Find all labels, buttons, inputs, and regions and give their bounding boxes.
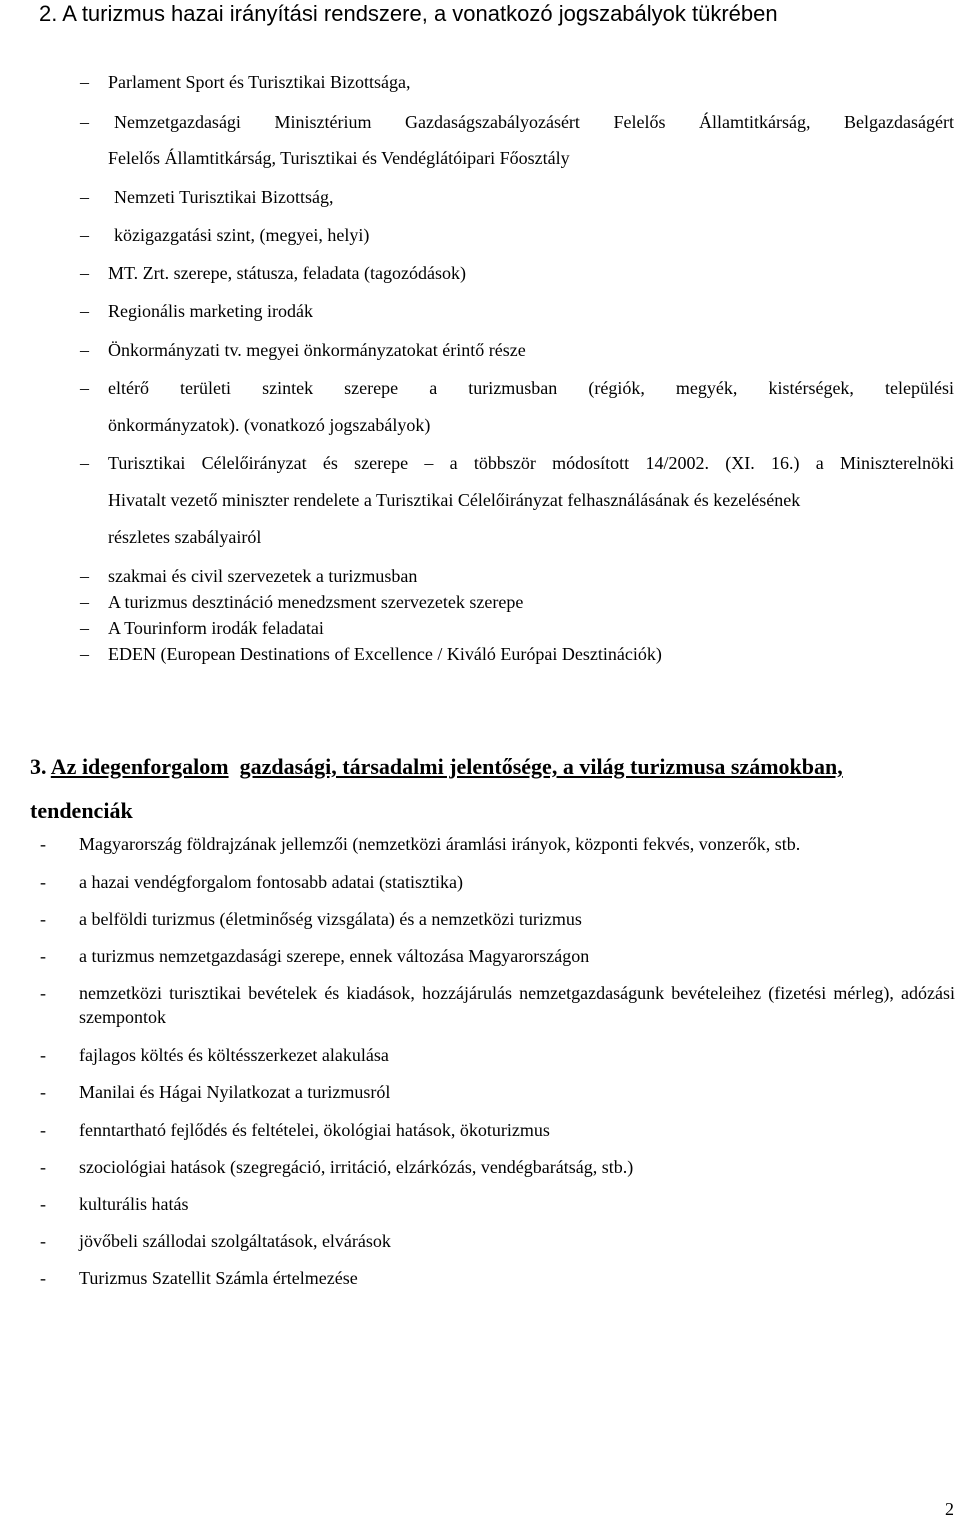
- list-item: - jövőbeli szállodai szolgáltatások, elvárások: [40, 1231, 391, 1251]
- dash-bullet: –: [80, 340, 89, 360]
- list-item: - nemzetközi turisztikai bevételek és kiadások, hozzájárulás nemzetgazdaságunk bevételeihez (fizetési mérleg), adózási szempontok: [40, 983, 955, 1027]
- list-item: - Magyarország földrajzának jellemzői (nemzetközi áramlási irányok, központi fekvés, vonzerők, stb.: [40, 834, 801, 854]
- dash-bullet: –: [80, 263, 89, 283]
- section-2-heading: 2. A turizmus hazai irányítási rendszere, a vonatkozó jogszabályok tükrében: [39, 1, 778, 26]
- hyphen-bullet: -: [40, 1082, 46, 1102]
- hyphen-bullet: -: [40, 1268, 46, 1288]
- list-item-continuation: Hivatalt vezető miniszter rendelete a Turisztikai Célelőirányzat felhasználásának és kezelésének: [108, 490, 801, 510]
- section-3-heading: 3. Az idegenforgalom gazdasági, társadalmi jelentősége, a világ turizmusa számokban, tendenciák: [30, 754, 843, 823]
- list-item: - fajlagos költés és költésszerkezet alakulása: [40, 1045, 389, 1065]
- hyphen-bullet: -: [40, 983, 46, 1003]
- hyphen-bullet: -: [40, 909, 46, 929]
- list-item: - a turizmus nemzetgazdasági szerepe, ennek változása Magyarországon: [40, 946, 590, 966]
- list-item-continuation: Felelős Államtitkárság, Turisztikai és Vendéglátóipari Főosztály: [108, 148, 570, 168]
- list-item: – közigazgatási szint, (megyei, helyi): [80, 225, 370, 245]
- hyphen-bullet: -: [40, 1194, 46, 1214]
- dash-bullet: –: [80, 644, 89, 664]
- list-item: – szakmai és civil szervezetek a turizmusban: [80, 566, 418, 586]
- list-item: – Önkormányzati tv. megyei önkormányzatokat érintő része: [80, 340, 526, 360]
- hyphen-bullet: -: [40, 1231, 46, 1251]
- hyphen-bullet: -: [40, 1157, 46, 1177]
- list-item: – EDEN (European Destinations of Excellence / Kiváló Európai Desztinációk): [80, 644, 662, 664]
- list-item: – Nemzeti Turisztikai Bizottság,: [80, 187, 334, 207]
- list-item: – Turisztikai Célelőirányzat és szerepe – a többször módosított 14/2002. (XI. 16.) a Miniszterelnöki: [80, 453, 954, 473]
- hyphen-bullet: -: [40, 834, 46, 854]
- hyphen-bullet: -: [40, 946, 46, 966]
- dash-bullet: –: [80, 453, 89, 473]
- hyphen-bullet: -: [40, 872, 46, 892]
- hyphen-bullet: -: [40, 1120, 46, 1140]
- page-number: 2: [945, 1499, 954, 1519]
- hyphen-bullet: -: [40, 1045, 46, 1065]
- list-item-continuation: részletes szabályairól: [108, 527, 262, 547]
- list-item: - kulturális hatás: [40, 1194, 189, 1214]
- dash-bullet: –: [80, 72, 89, 92]
- dash-bullet: –: [80, 592, 89, 612]
- dash-bullet: –: [80, 566, 89, 586]
- list-item: – Nemzetgazdasági Minisztérium Gazdaságszabályozásért Felelős Államtitkárság, Belgazdaságért: [80, 112, 954, 132]
- list-item: – Parlament Sport és Turisztikai Bizottsága,: [80, 72, 411, 92]
- list-item: – eltérő területi szintek szerepe a turizmusban (régiók, megyék, kistérségek, települési: [80, 378, 954, 398]
- dash-bullet: –: [80, 225, 89, 245]
- dash-bullet: –: [80, 378, 89, 398]
- list-item: - fenntartható fejlődés és feltételei, ökológiai hatások, ökoturizmus: [40, 1120, 550, 1140]
- list-item: – MT. Zrt. szerepe, státusza, feladata (tagozódások): [80, 263, 467, 283]
- list-item: - Turizmus Szatellit Számla értelmezése: [40, 1268, 358, 1288]
- list-item: – A turizmus desztináció menedzsment szervezetek szerepe: [80, 592, 524, 612]
- dash-bullet: –: [80, 618, 89, 638]
- list-item-continuation: önkormányzatok). (vonatkozó jogszabályok): [108, 415, 431, 435]
- list-item: - Manilai és Hágai Nyilatkozat a turizmusról: [40, 1082, 391, 1102]
- list-item: - a belföldi turizmus (életminőség vizsgálata) és a nemzetközi turizmus: [40, 909, 582, 929]
- dash-bullet: –: [80, 301, 89, 321]
- list-item: - a hazai vendégforgalom fontosabb adatai (statisztika): [40, 872, 464, 892]
- dash-bullet: –: [80, 112, 89, 132]
- list-item: – Regionális marketing irodák: [80, 301, 313, 321]
- dash-bullet: –: [80, 187, 89, 207]
- list-item: - szociológiai hatások (szegregáció, irritáció, elzárkózás, vendégbarátság, stb.): [40, 1157, 634, 1177]
- list-item: – A Tourinform irodák feladatai: [80, 618, 324, 638]
